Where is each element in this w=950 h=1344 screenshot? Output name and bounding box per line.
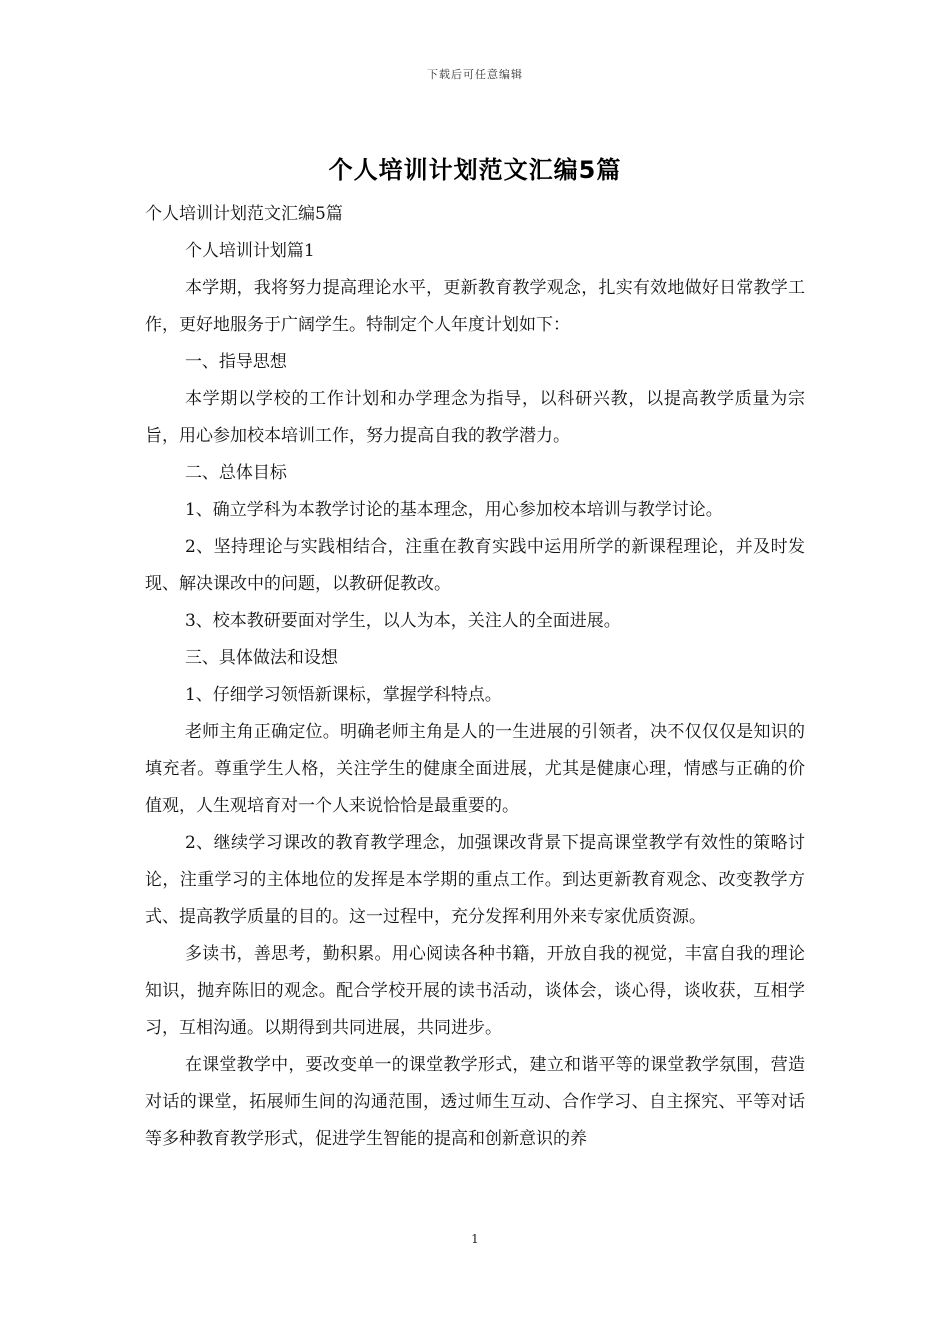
list-item: 1、仔细学习领悟新课标，掌握学科特点。 [184, 685, 502, 705]
section-heading: 个人培训计划篇1 [184, 241, 315, 261]
list-item: 2、坚持理论与实践相结合，注重在教育实践中运用所学的新课程理论，并及时发现、解决课改中的问题，以教研促教改。 [145, 537, 805, 594]
paragraph: 在课堂教学中，要改变单一的课堂教学形式，建立和谐平等的课堂教学氛围，营造对话的课堂，拓展师生间的沟通范围，透过师生互动、合作学习、自主探究、平等对话等多种教育教学形式，促进学生智能的提高和创新意识的养 [145, 1055, 805, 1149]
document-body [145, 196, 805, 1158]
page-header-note: 下载后可任意编辑 [427, 68, 523, 81]
list-item: 3、校本教研要面对学生，以人为本，关注人的全面进展。 [184, 611, 621, 631]
section-heading: 一、指导思想 [184, 352, 287, 372]
page-number: 1 [471, 1232, 479, 1246]
paragraph: 老师主角正确定位。明确老师主角是人的一生进展的引领者，决不仅仅仅是知识的填充者。尊重学生人格，关注学生的健康全面进展，尤其是健康心理，情感与正确的价值观，人生观培育对一个人来说恰恰是最重要的。 [145, 722, 805, 816]
list-item: 2、继续学习课改的教育教学理念，加强课改背景下提高课堂教学有效性的策略讨论，注重学习的主体地位的发挥是本学期的重点工作。到达更新教育观念、改变教学方式、提高教学质量的目的。这一过程中，充分发挥利用外来专家优质资源。 [145, 833, 805, 927]
paragraph: 本学期以学校的工作计划和办学理念为指导，以科研兴教，以提高教学质量为宗旨，用心参加校本培训工作，努力提高自我的教学潜力。 [145, 389, 805, 446]
section-heading: 二、总体目标 [184, 463, 287, 483]
paragraph: 本学期，我将努力提高理论水平，更新教育教学观念，扎实有效地做好日常教学工作，更好地服务于广阔学生。特制定个人年度计划如下： [145, 278, 805, 335]
paragraph: 多读书，善思考，勤积累。用心阅读各种书籍，开放自我的视觉，丰富自我的理论知识，抛弃陈旧的观念。配合学校开展的读书活动，谈体会，谈心得，谈收获，互相学习，互相沟通。以期得到共同进展，共同进步。 [145, 944, 805, 1038]
section-heading: 三、具体做法和设想 [184, 648, 338, 668]
document-subtitle: 个人培训计划范文汇编5篇 [145, 204, 343, 224]
document-title: 个人培训计划范文汇编5篇 [328, 156, 622, 184]
list-item: 1、确立学科为本教学讨论的基本理念，用心参加校本培训与教学讨论。 [184, 500, 723, 520]
